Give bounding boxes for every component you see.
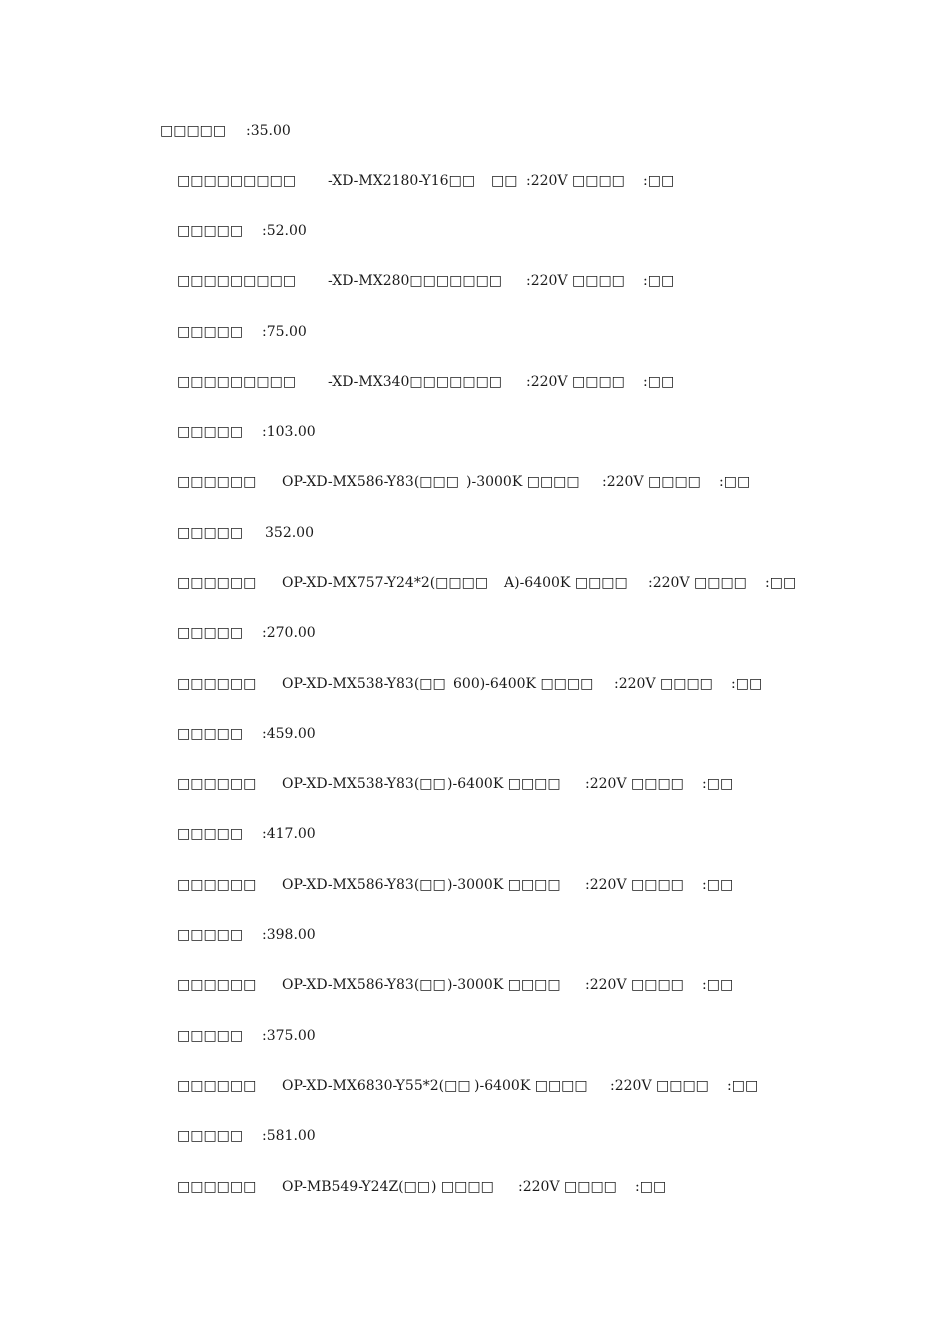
product-voltage: :220V □□□□ bbox=[518, 1179, 617, 1195]
price-value: :35.00 bbox=[246, 123, 291, 139]
product-spec: ) □□□□ bbox=[431, 1179, 494, 1195]
product-origin: :□□ bbox=[702, 776, 734, 792]
price-value: 352.00 bbox=[265, 525, 314, 541]
product-label: □□□□□□ bbox=[177, 474, 257, 490]
product-origin: :□□ bbox=[635, 1179, 667, 1195]
product-origin: :□□ bbox=[643, 173, 675, 189]
product-origin: :□□ bbox=[643, 374, 675, 390]
price-label: □□□□□ bbox=[177, 1028, 244, 1044]
product-label: □□□□□□ bbox=[177, 877, 257, 893]
price-label: □□□□□ bbox=[177, 223, 244, 239]
product-color-temp: )-3000K □□□□ bbox=[447, 977, 561, 993]
product-origin: :□□ bbox=[702, 877, 734, 893]
product-origin: :□□ bbox=[731, 676, 763, 692]
product-color-temp: 600)-6400K □□□□ bbox=[453, 676, 594, 692]
price-value: :270.00 bbox=[262, 625, 316, 641]
price-label: □□□□□ bbox=[177, 424, 244, 440]
product-origin: :□□ bbox=[702, 977, 734, 993]
product-origin: :□□ bbox=[727, 1078, 759, 1094]
product-model: -XD-MX280□□□□□□□ bbox=[328, 273, 503, 289]
product-voltage: :220V □□□□ bbox=[526, 173, 625, 189]
product-model: OP-XD-MX586-Y83(□□ bbox=[282, 977, 446, 993]
product-voltage: :220V □□□□ bbox=[602, 474, 701, 490]
price-label: □□□□□ bbox=[177, 1128, 244, 1144]
product-origin: :□□ bbox=[719, 474, 751, 490]
product-color-temp: A)-6400K □□□□ bbox=[504, 575, 628, 591]
price-label: □□□□□ bbox=[177, 927, 244, 943]
product-voltage: :220V □□□□ bbox=[585, 877, 684, 893]
product-label: □□□□□□ bbox=[177, 575, 257, 591]
price-label: □□□□□ bbox=[177, 826, 244, 842]
product-model: -XD-MX2180-Y16□□ bbox=[328, 173, 476, 189]
product-label: □□□□□□□□□ bbox=[177, 173, 297, 189]
product-origin: :□□ bbox=[643, 273, 675, 289]
product-voltage: :220V □□□□ bbox=[614, 676, 713, 692]
product-voltage: :220V □□□□ bbox=[526, 374, 625, 390]
product-extra: □□ bbox=[491, 173, 518, 189]
product-color-temp: )-6400K □□□□ bbox=[447, 776, 561, 792]
product-color-temp: )-3000K □□□□ bbox=[447, 877, 561, 893]
product-origin: :□□ bbox=[765, 575, 797, 591]
product-voltage: :220V □□□□ bbox=[585, 977, 684, 993]
product-model: OP-XD-MX757-Y24*2(□□□□ bbox=[282, 575, 489, 591]
price-value: :75.00 bbox=[262, 324, 307, 340]
product-model: OP-XD-MX6830-Y55*2(□□ bbox=[282, 1078, 471, 1094]
price-label: □□□□□ bbox=[177, 625, 244, 641]
product-model: OP-XD-MX586-Y83(□□□ bbox=[282, 474, 459, 490]
product-label: □□□□□□ bbox=[177, 676, 257, 692]
price-label: □□□□□ bbox=[177, 525, 244, 541]
product-color-temp: )-6400K □□□□ bbox=[474, 1078, 588, 1094]
product-model: OP-XD-MX586-Y83(□□ bbox=[282, 877, 446, 893]
price-value: :459.00 bbox=[262, 726, 316, 742]
product-label: □□□□□□□□□ bbox=[177, 374, 297, 390]
price-label: □□□□□ bbox=[177, 726, 244, 742]
product-label: □□□□□□ bbox=[177, 1078, 257, 1094]
product-label: □□□□□□ bbox=[177, 1179, 257, 1195]
product-voltage: :220V □□□□ bbox=[648, 575, 747, 591]
price-value: :417.00 bbox=[262, 826, 316, 842]
product-voltage: :220V □□□□ bbox=[585, 776, 684, 792]
product-model: OP-XD-MX538-Y83(□□ bbox=[282, 676, 446, 692]
product-color-temp: )-3000K □□□□ bbox=[466, 474, 580, 490]
product-label: □□□□□□□□□ bbox=[177, 273, 297, 289]
price-value: :52.00 bbox=[262, 223, 307, 239]
product-voltage: :220V □□□□ bbox=[526, 273, 625, 289]
product-label: □□□□□□ bbox=[177, 977, 257, 993]
price-value: :375.00 bbox=[262, 1028, 316, 1044]
product-label: □□□□□□ bbox=[177, 776, 257, 792]
price-value: :581.00 bbox=[262, 1128, 316, 1144]
product-voltage: :220V □□□□ bbox=[610, 1078, 709, 1094]
price-value: :398.00 bbox=[262, 927, 316, 943]
price-label: □□□□□ bbox=[160, 123, 227, 139]
price-label: □□□□□ bbox=[177, 324, 244, 340]
product-model: OP-MB549-Y24Z(□□ bbox=[282, 1179, 431, 1195]
product-model: -XD-MX340□□□□□□□ bbox=[328, 374, 503, 390]
product-model: OP-XD-MX538-Y83(□□ bbox=[282, 776, 446, 792]
price-value: :103.00 bbox=[262, 424, 316, 440]
